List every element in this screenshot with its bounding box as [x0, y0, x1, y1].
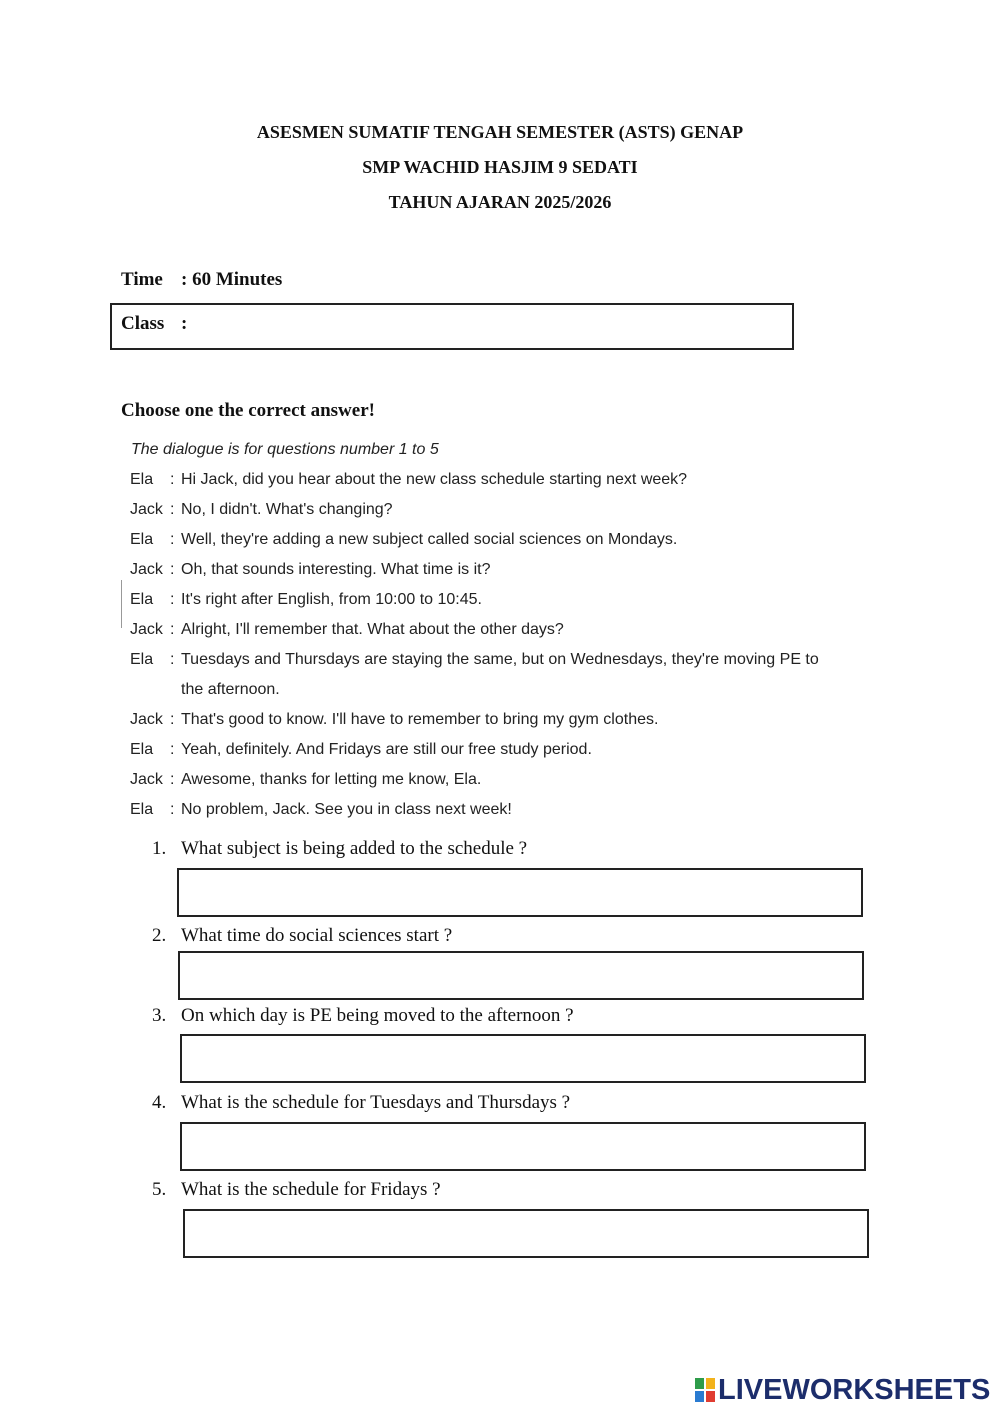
header-title-line1: ASESMEN SUMATIF TENGAH SEMESTER (ASTS) GENAP — [256, 122, 744, 142]
dialogue-text: the afternoon. — [181, 681, 280, 698]
dialogue-line — [0, 771, 900, 801]
dialogue-text: Tuesdays and Thursdays are staying the same, but on Wednesdays, they're moving PE to — [181, 651, 819, 668]
dialogue-line-continuation — [0, 681, 900, 711]
speaker-name: Jack — [130, 771, 163, 788]
class-label: Class — [121, 313, 165, 334]
speaker-colon: : — [170, 801, 175, 818]
logo-text: LIVEWORKSHEETS — [718, 1373, 991, 1406]
speaker-name: Ela — [130, 471, 154, 488]
dialogue-line — [0, 651, 900, 681]
speaker-name: Ela — [130, 801, 154, 818]
dialogue-text: Oh, that sounds interesting. What time is it? — [181, 561, 491, 578]
dialogue-line — [0, 711, 900, 741]
question-number: 5. — [152, 1179, 167, 1200]
answer-input-4[interactable] — [180, 1122, 866, 1171]
question-number: 1. — [152, 838, 167, 859]
dialogue-text: It's right after English, from 10:00 to 10:45. — [181, 591, 482, 608]
speaker-name: Ela — [130, 591, 154, 608]
speaker-colon: : — [170, 501, 175, 518]
answer-input-1[interactable] — [177, 868, 863, 917]
dialogue-text: That's good to know. I'll have to remember to bring my gym clothes. — [181, 711, 659, 728]
dialogue-text: Hi Jack, did you hear about the new class schedule starting next week? — [181, 471, 688, 488]
class-colon: : — [181, 313, 188, 334]
class-input-box[interactable] — [110, 303, 794, 350]
liveworksheets-logo-icon — [694, 1377, 716, 1403]
header-school-name: SMP WACHID HASJIM 9 SEDATI — [362, 157, 638, 177]
dialogue-text: No, I didn't. What's changing? — [181, 501, 393, 518]
speaker-colon: : — [170, 621, 175, 638]
dialogue-line — [0, 741, 900, 771]
speaker-colon: : — [170, 561, 175, 578]
question-text: On which day is PE being moved to the afternoon ? — [181, 1005, 574, 1026]
speaker-name: Ela — [130, 741, 154, 758]
dialogue-line — [0, 621, 900, 651]
dialogue-text: No problem, Jack. See you in class next week! — [181, 801, 512, 818]
answer-input-3[interactable] — [180, 1034, 866, 1083]
speaker-name: Jack — [130, 711, 163, 728]
dialogue-text: Well, they're adding a new subject called social sciences on Mondays. — [181, 531, 678, 548]
speaker-name: Jack — [130, 621, 163, 638]
question-number: 3. — [152, 1005, 167, 1026]
time-label: Time — [121, 269, 163, 290]
dialogue-line — [0, 501, 900, 531]
dialogue-line — [0, 471, 900, 501]
question-number: 2. — [152, 925, 167, 946]
time-value: : 60 Minutes — [181, 269, 283, 290]
dialogue-text: Awesome, thanks for letting me know, Ela. — [181, 771, 482, 788]
dialogue-text: Alright, I'll remember that. What about the other days? — [181, 621, 564, 638]
speaker-name: Ela — [130, 651, 154, 668]
question-text: What is the schedule for Tuesdays and Thursdays ? — [181, 1092, 571, 1113]
question-text: What subject is being added to the schedule ? — [181, 838, 528, 859]
answer-input-5[interactable] — [183, 1209, 869, 1258]
instruction-text: Choose one the correct answer! — [121, 400, 375, 421]
dialogue-intro: The dialogue is for questions number 1 to 5 — [131, 441, 439, 458]
speaker-colon: : — [170, 711, 175, 728]
speaker-name: Jack — [130, 561, 163, 578]
question-text: What is the schedule for Fridays ? — [181, 1179, 441, 1200]
answer-input-2[interactable] — [178, 951, 864, 1000]
dialogue-line — [0, 801, 900, 831]
question-number: 4. — [152, 1092, 167, 1113]
speaker-colon: : — [170, 591, 175, 608]
speaker-colon: : — [170, 531, 175, 548]
speaker-name: Ela — [130, 531, 154, 548]
question-text: What time do social sciences start ? — [181, 925, 453, 946]
liveworksheets-logo — [694, 1372, 990, 1408]
dialogue-line — [0, 531, 900, 561]
dialogue-line — [0, 591, 900, 621]
speaker-colon: : — [170, 651, 175, 668]
speaker-colon: : — [170, 741, 175, 758]
dialogue-text: Yeah, definitely. And Fridays are still our free study period. — [181, 741, 592, 758]
dialogue-line — [0, 561, 900, 591]
speaker-colon: : — [170, 471, 175, 488]
speaker-name: Jack — [130, 501, 163, 518]
header-academic-year: TAHUN AJARAN 2025/2026 — [388, 192, 612, 212]
speaker-colon: : — [170, 771, 175, 788]
